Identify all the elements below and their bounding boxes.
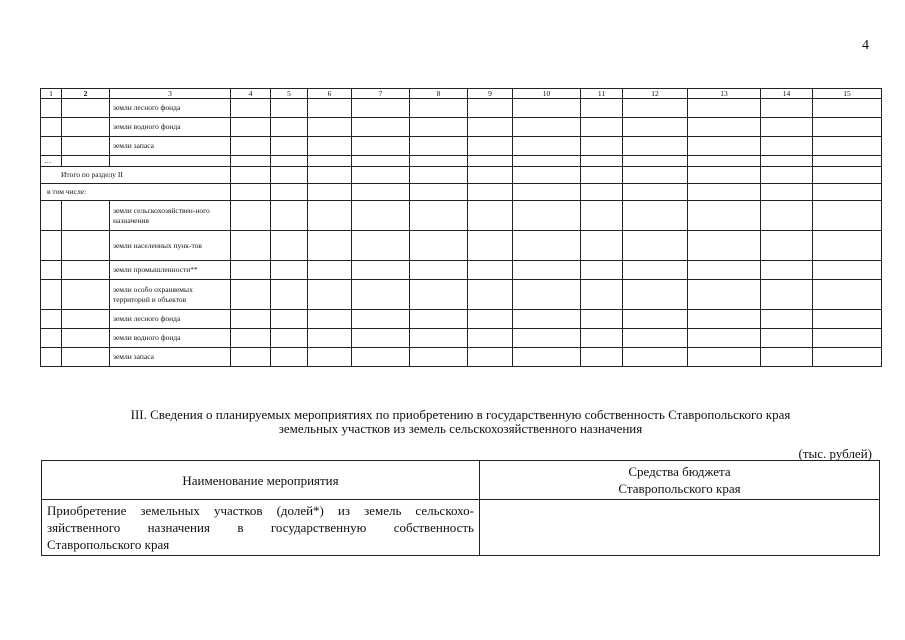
table-cell [581, 137, 623, 156]
table-cell [761, 137, 813, 156]
table-cell [271, 184, 308, 201]
table-cell [352, 280, 410, 310]
table-cell [271, 137, 308, 156]
table-cell [410, 231, 468, 261]
table-cell [41, 231, 62, 261]
row-label: земли сельскохозяйствен-ного назначения [110, 201, 231, 231]
table-cell [581, 156, 623, 167]
column-number: 1 [41, 89, 62, 99]
table-cell [581, 118, 623, 137]
table-cell [308, 261, 352, 280]
column-number: 3 [110, 89, 231, 99]
table-cell [352, 137, 410, 156]
table-cell [231, 261, 271, 280]
table-cell [688, 156, 761, 167]
table-cell [623, 201, 688, 231]
table-cell [410, 348, 468, 367]
table-row [41, 118, 882, 137]
table-cell [62, 280, 110, 310]
table-cell [623, 156, 688, 167]
table-cell [41, 280, 62, 310]
table-cell [761, 167, 813, 184]
table-row [41, 137, 882, 156]
table-cell [581, 261, 623, 280]
table-cell [468, 280, 513, 310]
table-cell [761, 201, 813, 231]
table-cell [410, 310, 468, 329]
column-number: 6 [308, 89, 352, 99]
table-cell [688, 99, 761, 118]
table-cell [271, 310, 308, 329]
table-cell [271, 156, 308, 167]
table-cell [468, 348, 513, 367]
table-cell [688, 280, 761, 310]
table-row [41, 201, 882, 231]
table-cell [761, 156, 813, 167]
table-cell [581, 348, 623, 367]
table-cell [410, 329, 468, 348]
table-cell [468, 156, 513, 167]
row-label: Итого по разделу II [41, 167, 231, 184]
table-cell [62, 310, 110, 329]
table-cell [623, 231, 688, 261]
column-number: 4 [231, 89, 271, 99]
table-cell [271, 329, 308, 348]
table-cell [410, 184, 468, 201]
table-cell [410, 118, 468, 137]
table-cell [513, 156, 581, 167]
table-cell [352, 201, 410, 231]
header-budget [480, 461, 880, 500]
table-cell [62, 348, 110, 367]
table-cell [352, 348, 410, 367]
table-cell [513, 348, 581, 367]
events-row [42, 500, 880, 556]
table-cell [410, 261, 468, 280]
table-cell [688, 137, 761, 156]
table-cell [410, 201, 468, 231]
table-cell [41, 348, 62, 367]
page-number: 4 [862, 38, 869, 53]
column-number: 7 [352, 89, 410, 99]
table-cell [231, 310, 271, 329]
table-cell [231, 167, 271, 184]
table-cell [813, 99, 882, 118]
table-cell [352, 99, 410, 118]
table-cell [761, 310, 813, 329]
event-budget-value [480, 500, 880, 556]
section-title-line-2: земельных участков из земель сельскохозяйственного назначения [278, 421, 643, 436]
section-title [40, 408, 881, 436]
table-cell [468, 99, 513, 118]
column-number: 2 [62, 89, 110, 99]
table-cell [231, 329, 271, 348]
table-cell [231, 156, 271, 167]
column-number-row [41, 89, 882, 99]
row-label: земли запаса [110, 348, 231, 367]
table-cell [623, 280, 688, 310]
table-cell [813, 348, 882, 367]
table-cell [62, 118, 110, 137]
table-cell [761, 231, 813, 261]
column-number: 13 [688, 89, 761, 99]
row-label: земли лесного фонда [110, 99, 231, 118]
table-cell [623, 137, 688, 156]
table-cell [623, 167, 688, 184]
table-cell [352, 167, 410, 184]
table-cell [62, 156, 110, 167]
table-cell [271, 231, 308, 261]
table-cell [813, 261, 882, 280]
table-cell [62, 99, 110, 118]
table-cell [352, 310, 410, 329]
column-number: 14 [761, 89, 813, 99]
section-title-line-1: III. Сведения о планируемых мероприятиях по приобретению в государственную собственность Ставропольского края [130, 407, 791, 422]
table-cell [41, 261, 62, 280]
table-cell [41, 99, 62, 118]
table-cell [62, 261, 110, 280]
table-cell [410, 156, 468, 167]
table-cell [688, 118, 761, 137]
row-label: земли особо охраняемых территорий и объектов [110, 280, 231, 310]
table-cell [271, 167, 308, 184]
table-cell [308, 156, 352, 167]
table-cell [761, 261, 813, 280]
table-cell [62, 231, 110, 261]
table-cell [62, 329, 110, 348]
table-cell [688, 329, 761, 348]
event-description: Приобретение земельных участков (долей*) из земель сельскохо-зяйственного назначения в государственную собственность Ставропольского края [42, 500, 480, 556]
column-number: 8 [410, 89, 468, 99]
table-cell [468, 310, 513, 329]
table-cell [468, 137, 513, 156]
table-cell [468, 184, 513, 201]
table-cell [41, 201, 62, 231]
table-cell [581, 310, 623, 329]
table-cell [761, 329, 813, 348]
table-cell [513, 201, 581, 231]
table-cell [813, 118, 882, 137]
table-cell [231, 348, 271, 367]
table-row [41, 329, 882, 348]
table-cell [308, 201, 352, 231]
table-cell [813, 137, 882, 156]
table-cell [271, 348, 308, 367]
events-header-row [42, 461, 880, 500]
table-cell [308, 280, 352, 310]
table-cell [761, 99, 813, 118]
table-cell [41, 310, 62, 329]
table-cell [761, 348, 813, 367]
table-cell [623, 118, 688, 137]
column-number: 15 [813, 89, 882, 99]
table-cell [41, 137, 62, 156]
table-cell [468, 231, 513, 261]
table-cell [623, 310, 688, 329]
table-cell [513, 231, 581, 261]
table-cell [813, 231, 882, 261]
table-cell [813, 156, 882, 167]
table-cell [308, 184, 352, 201]
row-ellipsis: … [41, 156, 62, 167]
column-number: 11 [581, 89, 623, 99]
row-label: земли населенных пунк-тов [110, 231, 231, 261]
table-row [41, 156, 882, 167]
table-cell [468, 329, 513, 348]
table-cell [688, 348, 761, 367]
table-cell [308, 231, 352, 261]
table-cell [581, 280, 623, 310]
table-cell [581, 184, 623, 201]
table-cell [308, 99, 352, 118]
header-budget-line-2: Ставропольского края [618, 481, 741, 496]
table-cell [352, 184, 410, 201]
table-cell [308, 329, 352, 348]
table-cell [308, 118, 352, 137]
table-cell [761, 184, 813, 201]
table-cell [231, 184, 271, 201]
table-row [41, 280, 882, 310]
table-cell [410, 137, 468, 156]
table-cell [623, 261, 688, 280]
table-cell [410, 99, 468, 118]
table-cell [623, 348, 688, 367]
table-cell [468, 201, 513, 231]
table-cell [761, 118, 813, 137]
table-cell [581, 99, 623, 118]
table-cell [271, 280, 308, 310]
table-cell [231, 137, 271, 156]
table-row [41, 348, 882, 367]
table-cell [623, 329, 688, 348]
row-label: земли запаса [110, 137, 231, 156]
table-cell [231, 231, 271, 261]
table-cell [231, 118, 271, 137]
table-cell [813, 329, 882, 348]
table-cell [513, 184, 581, 201]
table-cell [581, 329, 623, 348]
table-row [41, 261, 882, 280]
column-number: 12 [623, 89, 688, 99]
column-number: 5 [271, 89, 308, 99]
table-cell [352, 261, 410, 280]
header-event-name: Наименование мероприятия [42, 461, 480, 500]
row-label: земли водного фонда [110, 118, 231, 137]
table-cell [271, 201, 308, 231]
table-cell [308, 167, 352, 184]
table-cell [813, 184, 882, 201]
table-cell [813, 167, 882, 184]
table-cell [688, 310, 761, 329]
table-cell [271, 118, 308, 137]
table-cell [688, 261, 761, 280]
row-label: земли водного фонда [110, 329, 231, 348]
table-row [41, 231, 882, 261]
table-cell [62, 201, 110, 231]
table-cell [623, 184, 688, 201]
table-cell [513, 329, 581, 348]
table-cell [352, 156, 410, 167]
table-cell [41, 329, 62, 348]
table-cell [581, 231, 623, 261]
table-cell [813, 310, 882, 329]
table-cell [813, 280, 882, 310]
table-cell [468, 261, 513, 280]
table-cell [308, 137, 352, 156]
table-cell [352, 329, 410, 348]
header-budget-line-1: Средства бюджета [628, 464, 731, 479]
land-categories-table [40, 88, 882, 367]
units-label: (тыс. рублей) [798, 446, 872, 461]
table-cell [308, 310, 352, 329]
row-label: земли лесного фонда [110, 310, 231, 329]
table-cell [110, 156, 231, 167]
table-cell [513, 137, 581, 156]
row-label: земли промышленности** [110, 261, 231, 280]
row-label: в том числе: [41, 184, 231, 201]
table-cell [581, 201, 623, 231]
table-cell [688, 167, 761, 184]
table-cell [231, 99, 271, 118]
table-cell [688, 231, 761, 261]
table-cell [513, 118, 581, 137]
table-cell [41, 118, 62, 137]
table-cell [468, 167, 513, 184]
table-cell [410, 167, 468, 184]
table-cell [688, 201, 761, 231]
table-cell [581, 167, 623, 184]
table-cell [761, 280, 813, 310]
events-table [41, 460, 880, 556]
table-cell [271, 261, 308, 280]
table-cell [513, 167, 581, 184]
column-number: 10 [513, 89, 581, 99]
table-row [41, 310, 882, 329]
column-number: 9 [468, 89, 513, 99]
table-cell [62, 137, 110, 156]
table-row [41, 167, 882, 184]
table-cell [513, 280, 581, 310]
table-cell [271, 99, 308, 118]
table-cell [352, 231, 410, 261]
table-cell [513, 99, 581, 118]
table-cell [308, 348, 352, 367]
table-cell [231, 280, 271, 310]
table-row [41, 99, 882, 118]
table-row [41, 184, 882, 201]
table-cell [410, 280, 468, 310]
table-cell [513, 310, 581, 329]
table-cell [688, 184, 761, 201]
table-cell [468, 118, 513, 137]
table-cell [231, 201, 271, 231]
table-cell [352, 118, 410, 137]
table-cell [513, 261, 581, 280]
table-cell [623, 99, 688, 118]
table-cell [813, 201, 882, 231]
